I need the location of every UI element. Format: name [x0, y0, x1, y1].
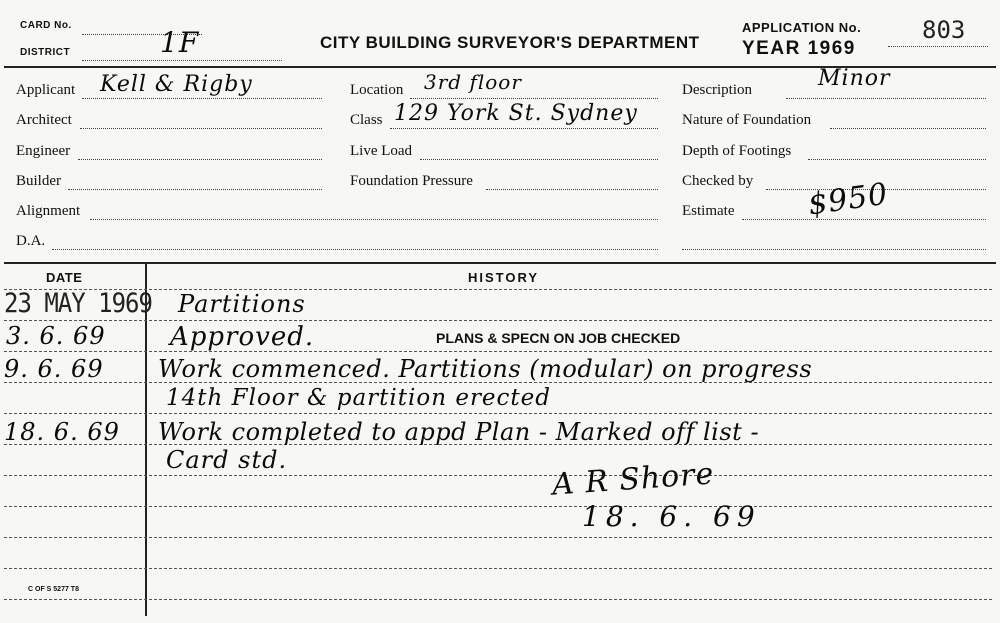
district-line: [82, 60, 282, 61]
history-rule: [4, 537, 992, 538]
foundation-pressure-label: Foundation Pressure: [350, 173, 473, 189]
history-rule: [4, 568, 992, 569]
history-text: Card std.: [166, 446, 288, 474]
history-header: HISTORY: [468, 270, 540, 285]
nature-of-foundation-label: Nature of Foundation: [682, 112, 812, 128]
department-title: CITY BUILDING SURVEYOR'S DEPARTMENT: [320, 33, 700, 52]
history-date: 18. 6. 69: [4, 418, 120, 446]
history-date: 3. 6. 69: [6, 322, 106, 350]
alignment-label: Alignment: [16, 203, 81, 219]
class-value: 129 York St. Sydney: [394, 101, 638, 126]
da-label: D.A.: [16, 233, 46, 249]
history-date: 23 MAY 1969: [4, 287, 152, 319]
history-rule: [4, 289, 992, 290]
location-line: [410, 98, 658, 99]
signature-date: 18. 6. 69: [582, 500, 761, 533]
foundation-pressure-line: [486, 189, 658, 190]
description-value: Minor: [818, 66, 891, 91]
history-rule: [4, 320, 992, 321]
history-text: 14th Floor & partition erected: [166, 385, 552, 411]
applicant-line: [82, 98, 322, 99]
history-text: Approved.: [170, 322, 315, 352]
live-load-line: [420, 159, 658, 160]
builder-line: [68, 189, 322, 190]
card-no-label: CARD No.: [20, 20, 72, 31]
estimate-value: $950: [805, 176, 891, 223]
depth-of-footings-label: Depth of Footings: [682, 143, 792, 159]
history-rule: [4, 599, 992, 600]
district-value: 1F: [160, 26, 200, 59]
year-label: YEAR 1969: [742, 38, 856, 59]
history-rule: [4, 351, 992, 352]
architect-line: [80, 128, 322, 129]
description-label: Description: [682, 82, 752, 98]
live-load-label: Live Load: [350, 143, 413, 159]
engineer-label: Engineer: [16, 143, 71, 159]
history-date: 9. 6. 69: [4, 355, 104, 383]
history-divider: [4, 262, 996, 264]
estimate-extra-line: [682, 249, 986, 250]
history-rule: [4, 413, 992, 414]
location-value: 3rd floor: [424, 70, 522, 94]
application-no-line: [888, 46, 988, 47]
location-label: Location: [350, 82, 404, 98]
estimate-label: Estimate: [682, 203, 735, 219]
depth-of-footings-line: [808, 159, 986, 160]
plans-checked-stamp: PLANS & SPECN ON JOB CHECKED: [436, 330, 681, 346]
history-rule: [4, 475, 992, 476]
history-text: Work completed to appd Plan - Marked off list -: [158, 418, 760, 446]
checked-by-label: Checked by: [682, 173, 754, 189]
alignment-line: [90, 219, 658, 220]
estimate-line: [742, 219, 986, 220]
history-rule: [4, 506, 992, 507]
engineer-line: [78, 159, 322, 160]
applicant-label: Applicant: [16, 82, 76, 98]
applicant-value: Kell & Rigby: [100, 72, 253, 97]
class-line: [390, 128, 658, 129]
form-code: C OF S 5277 T8: [28, 586, 79, 593]
signature: A R Shore: [550, 456, 716, 503]
date-header: DATE: [46, 270, 83, 285]
builder-label: Builder: [16, 173, 61, 189]
architect-label: Architect: [16, 112, 72, 128]
nature-of-foundation-line: [830, 128, 986, 129]
application-no-label: APPLICATION No.: [742, 20, 862, 35]
history-text: Partitions: [178, 290, 306, 318]
district-label: DISTRICT: [20, 47, 71, 58]
application-no: 803: [922, 16, 966, 44]
class-label: Class: [350, 112, 383, 128]
description-line: [786, 98, 986, 99]
da-line: [52, 249, 658, 250]
history-text: Work commenced. Partitions (modular) on progress: [158, 355, 813, 383]
